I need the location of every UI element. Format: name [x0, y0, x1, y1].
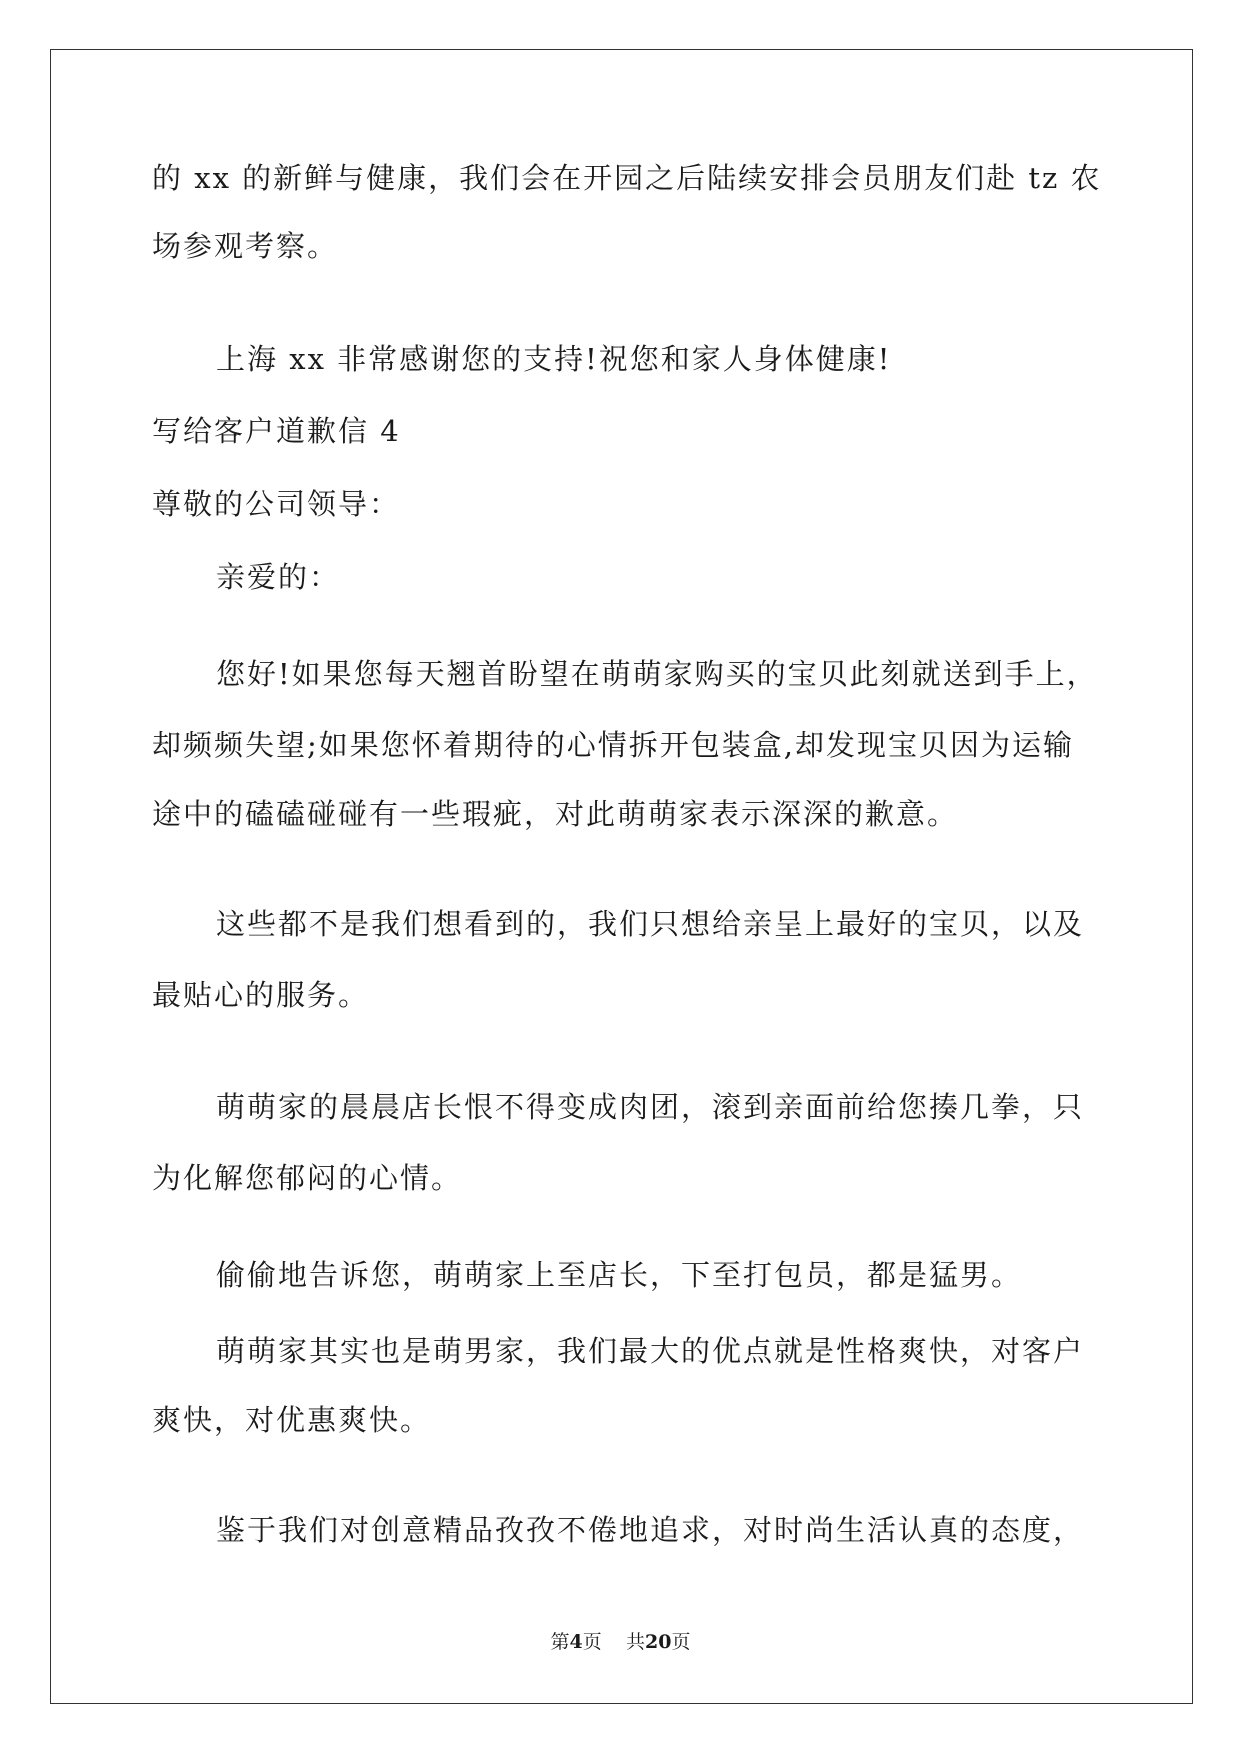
paragraph-line: 您好!如果您每天翘首盼望在萌萌家购买的宝贝此刻就送到手上，	[216, 657, 1098, 691]
total-prefix: 共	[625, 1631, 645, 1653]
page-suffix: 页	[582, 1631, 602, 1653]
text-line: 为化解您郁闷的心情。	[152, 1161, 463, 1195]
paragraph-line: 偷偷地告诉您，萌萌家上至店长，下至打包员，都是猛男。	[216, 1258, 1023, 1292]
page-footer	[0, 1630, 1241, 1654]
text-line: 却频频失望;如果您怀着期待的心情拆开包装盒,却发现宝贝因为运输	[152, 728, 1074, 762]
paragraph-line: 萌萌家的晨晨店长恨不得变成肉团，滚到亲面前给您揍几拳，只	[216, 1090, 1085, 1124]
page-prefix: 第	[550, 1631, 570, 1653]
text-line: 的 xx 的新鲜与健康，我们会在开园之后陆续安排会员朋友们赴 tz 农	[152, 161, 1102, 195]
text-line: 场参观考察。	[152, 229, 339, 263]
paragraph-line: 这些都不是我们想看到的，我们只想给亲呈上最好的宝贝，以及	[216, 907, 1085, 941]
total-suffix: 页	[671, 1631, 691, 1653]
paragraph-line: 萌萌家其实也是萌男家，我们最大的优点就是性格爽快，对客户	[216, 1334, 1085, 1368]
text-line: 最贴心的服务。	[152, 978, 370, 1012]
page-border	[50, 49, 1193, 1704]
paragraph-line: 上海 xx 非常感谢您的支持!祝您和家人身体健康!	[216, 342, 892, 376]
paragraph-line: 鉴于我们对创意精品孜孜不倦地追求，对时尚生活认真的态度，	[216, 1513, 1085, 1547]
total-pages: 20	[644, 1631, 672, 1653]
page-number: 4	[569, 1631, 583, 1653]
text-line: 途中的磕磕碰碰有一些瑕疵，对此萌萌家表示深深的歉意。	[152, 797, 959, 831]
section-heading: 写给客户道歉信 4	[152, 414, 401, 448]
salutation: 尊敬的公司领导：	[152, 487, 401, 521]
text-line: 爽快，对优惠爽快。	[152, 1403, 432, 1437]
salutation-secondary: 亲爱的：	[216, 560, 341, 594]
